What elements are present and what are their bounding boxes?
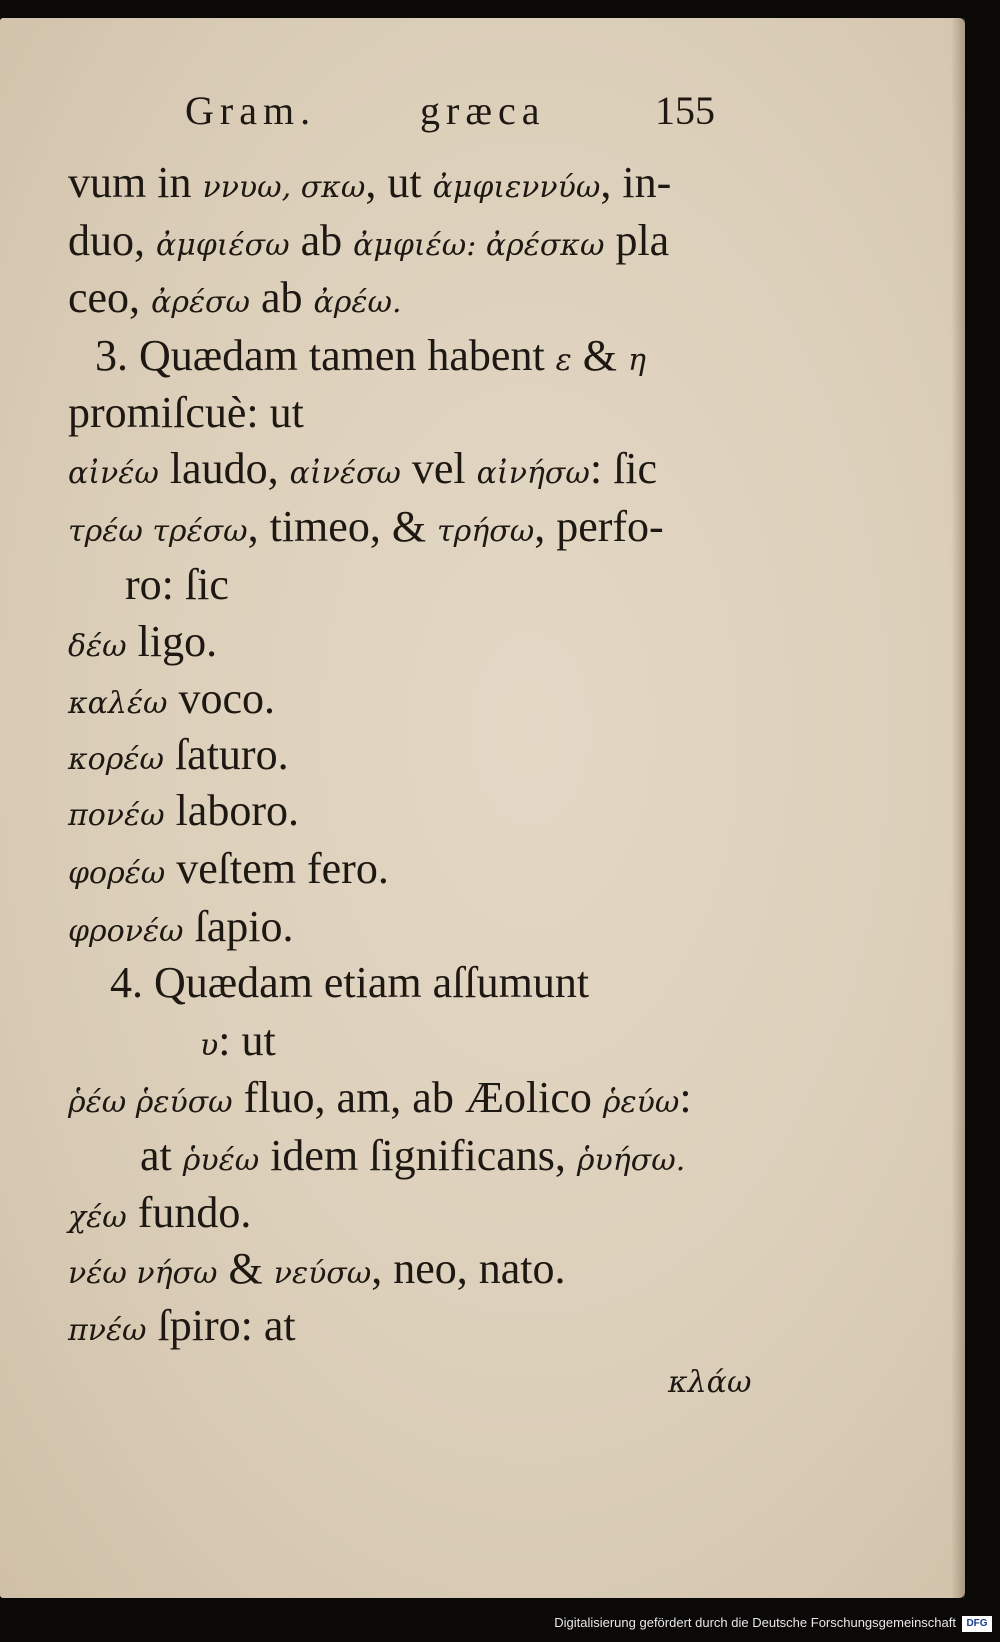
greek-word: νέω νήσω [68, 1256, 218, 1291]
greek-word: υ [200, 1028, 219, 1063]
text-line [68, 786, 299, 841]
text-line [110, 958, 589, 1008]
greek-word: ἀρέω. [313, 285, 402, 320]
latin-text: 3. Quædam tamen habent [95, 331, 556, 380]
text-line [68, 617, 217, 672]
latin-text: : ut [218, 1016, 276, 1065]
latin-text: laboro. [164, 786, 299, 835]
latin-text: : ſic [589, 444, 658, 493]
latin-text: ſapio. [183, 902, 294, 951]
latin-text: duo, [68, 216, 156, 265]
footer-bar [0, 1598, 1000, 1642]
greek-word: ῥυέω [182, 1143, 260, 1178]
greek-word: ἀμφιεννύω [432, 170, 601, 205]
latin-text: ro: ſic [125, 560, 229, 609]
greek-word: φορέω [68, 856, 166, 891]
latin-text: at [140, 1131, 183, 1180]
latin-text: , perfo- [534, 502, 664, 551]
book-page [0, 18, 965, 1598]
latin-text: , in- [600, 158, 672, 207]
latin-text: vel [400, 444, 477, 493]
latin-text: veſtem fero. [165, 844, 389, 893]
greek-word: τρήσω [437, 514, 535, 549]
latin-text: promiſcuè: ut [68, 388, 304, 437]
latin-text: ſpiro: at [146, 1301, 296, 1350]
text-line [68, 388, 304, 438]
latin-text: : [679, 1073, 692, 1122]
text-line [125, 560, 229, 610]
greek-word: ῥέω ῥεύσω [68, 1085, 233, 1120]
greek-word: αἰνέσω [289, 456, 401, 491]
greek-word: ἀμφιέω: ἀρέσκω [353, 228, 605, 263]
greek-word: αἰνήσω [476, 456, 590, 491]
text-line [68, 902, 294, 957]
text-line [140, 1131, 685, 1186]
greek-word: νεύσω [273, 1256, 372, 1291]
page-edge-shadow [951, 18, 965, 1598]
dfg-logo: DFG [962, 1616, 992, 1632]
latin-text: laudo, [158, 444, 290, 493]
greek-word: ῥεύω [602, 1085, 680, 1120]
text-line [68, 502, 664, 557]
latin-text: voco. [167, 674, 276, 723]
greek-word: ῥυήσω. [576, 1143, 686, 1178]
greek-word: η [628, 343, 646, 378]
latin-text: , neo, nato. [371, 1244, 566, 1293]
text-line [95, 331, 646, 386]
text-line [68, 1188, 251, 1243]
greek-word: ε [555, 343, 572, 378]
catchword: κλάω [668, 1365, 752, 1400]
greek-word: πνέω [68, 1313, 147, 1348]
greek-word: αἰνέω [68, 456, 159, 491]
page-number: 155 [655, 88, 715, 133]
text-line [68, 844, 389, 899]
text-line [200, 1016, 276, 1071]
running-title-left: Gram. [185, 88, 317, 133]
text-line [68, 674, 275, 729]
greek-word: πονέω [68, 798, 165, 833]
text-line [68, 730, 289, 785]
latin-text: fluo, am, ab Æolico [232, 1073, 603, 1122]
latin-text: , timeo, & [247, 502, 438, 551]
text-line [68, 1301, 296, 1356]
greek-word: φρονέω [68, 914, 184, 949]
latin-text: 4. Quædam etiam aſſumunt [110, 958, 590, 1007]
greek-word: κορέω [68, 742, 164, 777]
digitization-credit: Digitalisierung gefördert durch die Deutsche Forschungsgemeinschaft [554, 1615, 956, 1630]
latin-text: ab [250, 273, 314, 322]
latin-text: fundo. [126, 1188, 252, 1237]
latin-text: & [571, 331, 629, 380]
greek-word: καλέω [68, 686, 168, 721]
greek-word: τρέω τρέσω [68, 514, 248, 549]
greek-word: δέω [68, 629, 127, 664]
greek-word: ἀρέσω [151, 285, 250, 320]
latin-text: ligo. [126, 617, 218, 666]
greek-word: ἀμφιέσω [156, 228, 290, 263]
latin-text: ab [289, 216, 354, 265]
greek-word: χέω [68, 1200, 127, 1235]
running-title-right: græca [420, 88, 546, 133]
text-line [68, 1244, 566, 1299]
latin-text: idem ſignificans, [259, 1131, 577, 1180]
text-line [68, 158, 671, 213]
text-line [68, 273, 402, 328]
latin-text: pla [604, 216, 670, 265]
greek-word: ννυω, σκω [202, 170, 366, 205]
latin-text: , ut [365, 158, 433, 207]
latin-text: vum in [68, 158, 203, 207]
latin-text: ceo, [68, 273, 152, 322]
latin-text: & [217, 1244, 274, 1293]
latin-text: ſaturo. [163, 730, 289, 779]
text-line [68, 1073, 692, 1128]
text-line [68, 444, 657, 499]
text-line [68, 216, 669, 271]
